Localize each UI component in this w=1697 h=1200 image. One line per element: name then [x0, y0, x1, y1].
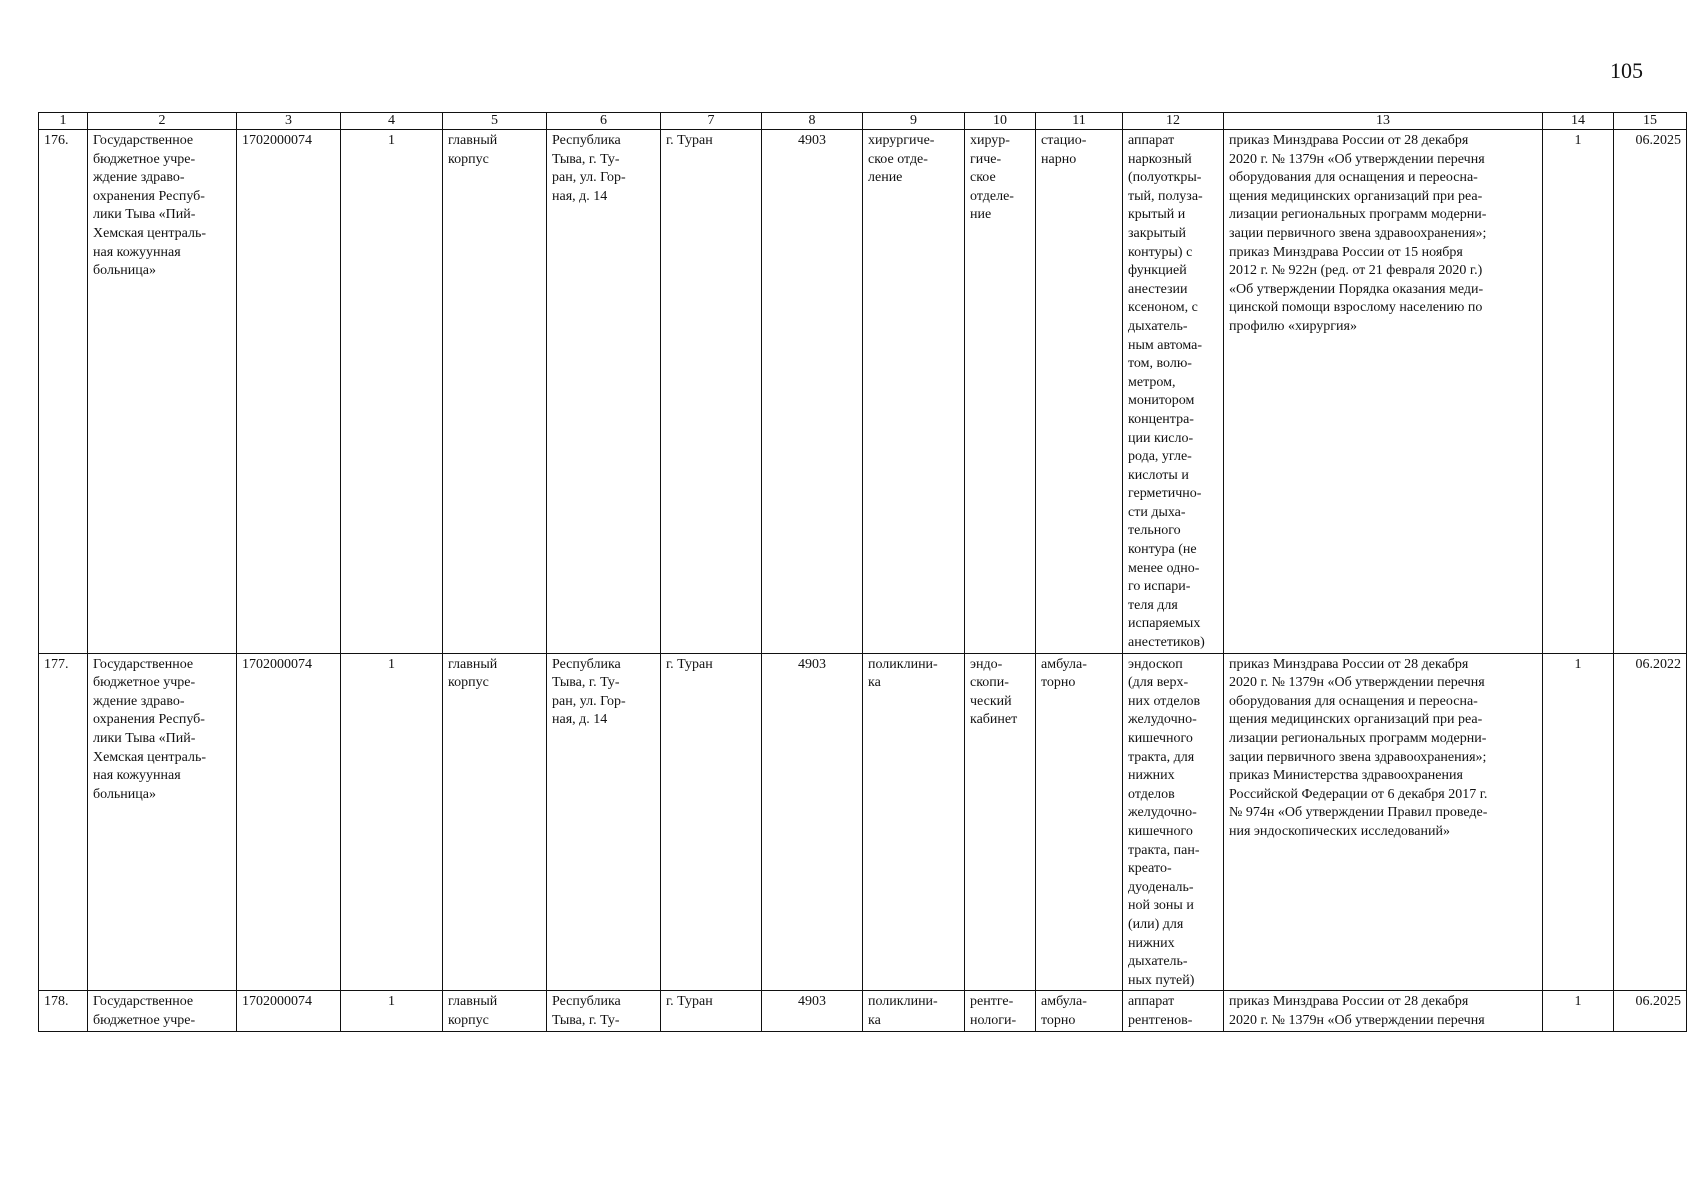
- department-cell: поликлини- ка: [863, 653, 965, 991]
- header-col-8: 8: [762, 113, 863, 130]
- header-col-5: 5: [443, 113, 547, 130]
- header-col-6: 6: [547, 113, 661, 130]
- row-number-cell: 177.: [39, 653, 88, 991]
- header-col-4: 4: [341, 113, 443, 130]
- header-col-10: 10: [965, 113, 1036, 130]
- header-col-15: 15: [1614, 113, 1687, 130]
- header-row: [39, 113, 1687, 130]
- date-cell: 06.2025: [1614, 991, 1687, 1031]
- address-cell: Республика Тыва, г. Ту- ран, ул. Гор- ная, д. 14: [547, 653, 661, 991]
- date-cell: 06.2022: [1614, 653, 1687, 991]
- city-cell: г. Туран: [661, 130, 762, 654]
- basis-cell: приказ Минздрава России от 28 декабря 2020 г. № 1379н «Об утверждении перечня: [1224, 991, 1543, 1031]
- code-cell: 1702000074: [237, 653, 341, 991]
- institution-cell: Государственное бюджетное учре- ждение здраво- охранения Респуб- лики Тыва «Пий- Хемская централь- ная кожуунная больница»: [88, 653, 237, 991]
- care-form-cell: стацио- нарно: [1036, 130, 1123, 654]
- unit-cell: хирур- гиче- ское отделе- ние: [965, 130, 1036, 654]
- department-cell: хирургиче- ское отде- ление: [863, 130, 965, 654]
- equipment-cell: аппарат рентгенов-: [1123, 991, 1224, 1031]
- city-cell: г. Туран: [661, 991, 762, 1031]
- header-col-14: 14: [1543, 113, 1614, 130]
- basis-cell: приказ Минздрава России от 28 декабря 2020 г. № 1379н «Об утверждении перечня оборудования для оснащения и переосна- щения медицинских организаций при реа- лизации региональных программ модерни- зации первичного звена здравоохранения»; приказ Минздрава России от 15 ноября 2012 г. № 922н (ред. от 21 февраля 2020 г.) «Об утверждении Порядка оказания меди- цинской помощи взрослому населению по профилю «хирургия»: [1224, 130, 1543, 654]
- building-cell: главный корпус: [443, 130, 547, 654]
- building-cell: главный корпус: [443, 653, 547, 991]
- header-col-12: 12: [1123, 113, 1224, 130]
- date-cell: 06.2025: [1614, 130, 1687, 654]
- quantity-cell: 1: [1543, 991, 1614, 1031]
- care-form-cell: амбула- торно: [1036, 653, 1123, 991]
- count-cell: 1: [341, 991, 443, 1031]
- quantity-cell: 1: [1543, 653, 1614, 991]
- table-row: [39, 653, 1687, 991]
- care-form-cell: амбула- торно: [1036, 991, 1123, 1031]
- code-cell: 1702000074: [237, 130, 341, 654]
- table-row: [39, 991, 1687, 1031]
- header-col-9: 9: [863, 113, 965, 130]
- equipment-cell: эндоскоп (для верх- них отделов желудочно- кишечного тракта, для нижних отделов желудочно- кишечного тракта, пан- креато- дуоденаль- ной зоны и (или) для нижних дыхатель- ных путей): [1123, 653, 1224, 991]
- code-cell: 1702000074: [237, 991, 341, 1031]
- unit-cell: рентге- нологи-: [965, 991, 1036, 1031]
- row-number-cell: 178.: [39, 991, 88, 1031]
- code-4903-cell: 4903: [762, 991, 863, 1031]
- table-row: [39, 130, 1687, 654]
- header-col-2: 2: [88, 113, 237, 130]
- city-cell: г. Туран: [661, 653, 762, 991]
- code-4903-cell: 4903: [762, 653, 863, 991]
- header-col-7: 7: [661, 113, 762, 130]
- count-cell: 1: [341, 130, 443, 654]
- page-number: 105: [1610, 58, 1643, 83]
- header-col-13: 13: [1224, 113, 1543, 130]
- equipment-cell: аппарат наркозный (полуоткры- тый, полуза- крытый и закрытый контуры) с функцией анестезии ксеноном, с дыхатель- ным автома- том, волю- метром, монитором концентра- ции кисло- рода, угле- кислоты и герметично- сти дыха- тельного контура (не менее одно- го испари- теля для испаряемых анестетиков): [1123, 130, 1224, 654]
- header-col-11: 11: [1036, 113, 1123, 130]
- quantity-cell: 1: [1543, 130, 1614, 654]
- address-cell: Республика Тыва, г. Ту- ран, ул. Гор- ная, д. 14: [547, 130, 661, 654]
- equipment-table: [38, 112, 1687, 1032]
- building-cell: главный корпус: [443, 991, 547, 1031]
- code-4903-cell: 4903: [762, 130, 863, 654]
- row-number-cell: 176.: [39, 130, 88, 654]
- institution-cell: Государственное бюджетное учре- ждение здраво- охранения Респуб- лики Тыва «Пий- Хемская централь- ная кожуунная больница»: [88, 130, 237, 654]
- header-col-3: 3: [237, 113, 341, 130]
- header-col-1: 1: [39, 113, 88, 130]
- address-cell: Республика Тыва, г. Ту-: [547, 991, 661, 1031]
- unit-cell: эндо- скопи- ческий кабинет: [965, 653, 1036, 991]
- count-cell: 1: [341, 653, 443, 991]
- institution-cell: Государственное бюджетное учре-: [88, 991, 237, 1031]
- basis-cell: приказ Минздрава России от 28 декабря 2020 г. № 1379н «Об утверждении перечня оборудования для оснащения и переосна- щения медицинских организаций при реа- лизации региональных программ модерни- зации первичного звена здравоохранения»; приказ Министерства здравоохранения Российской Федерации от 6 декабря 2017 г. № 974н «Об утверждении Правил проведе- ния эндоскопических исследований»: [1224, 653, 1543, 991]
- department-cell: поликлини- ка: [863, 991, 965, 1031]
